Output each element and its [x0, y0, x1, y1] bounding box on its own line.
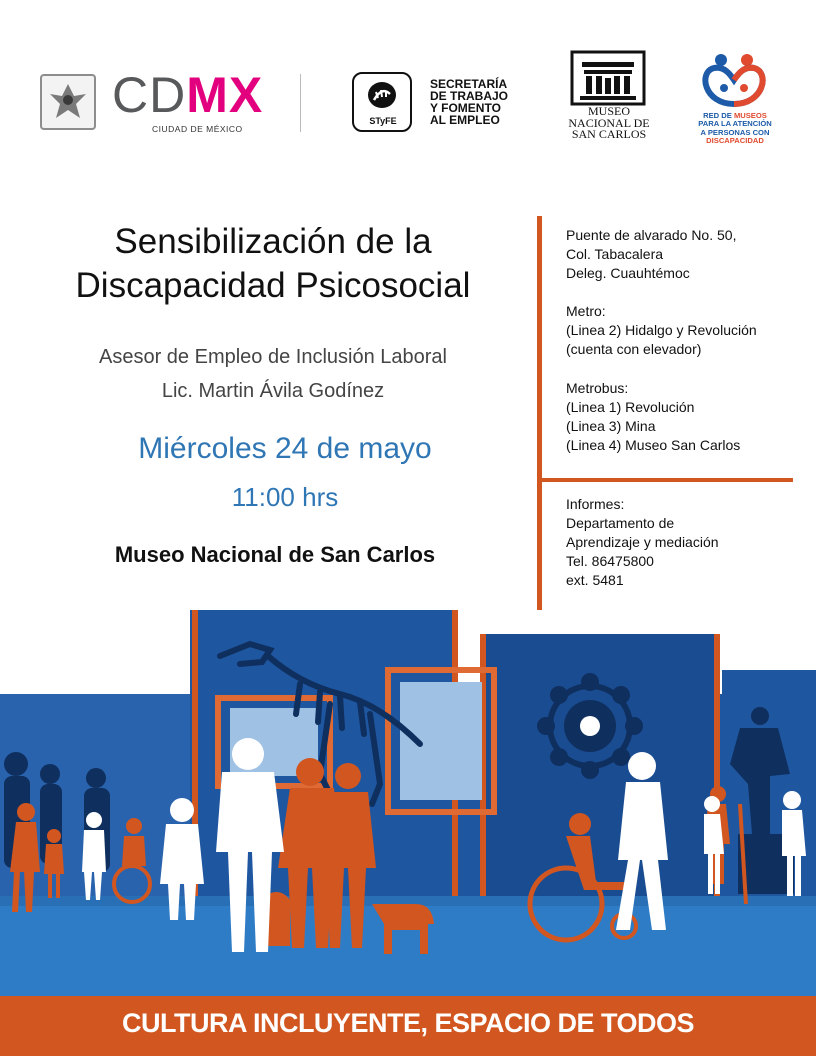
- museo-name: [568, 106, 650, 141]
- event-title-line: Discapacidad Psicosocial: [75, 266, 471, 305]
- red-museos-highlight: MUSEOS: [733, 111, 767, 120]
- cdmx-subtitle: CIUDAD DE MÉXICO: [152, 124, 243, 134]
- red-museos-prefix: RED DE: [703, 111, 734, 120]
- metro-line: (Linea 2) Hidalgo y Revolución: [566, 322, 757, 338]
- cdmx-logo-text: [112, 67, 264, 123]
- metrobus-line: (Linea 4) Museo San Carlos: [566, 437, 741, 453]
- red-museos-text: [690, 112, 780, 146]
- logo-divider: [300, 74, 301, 132]
- informes-heading: Informes:: [566, 496, 625, 512]
- red-museos-line: PARA LA ATENCIÓN: [698, 119, 772, 129]
- informes-block: [566, 495, 796, 590]
- metrobus-heading: Metrobus:: [566, 380, 629, 396]
- address-line: Col. Tabacalera: [566, 246, 664, 262]
- metrobus-block: [566, 379, 806, 455]
- styfe-name-line: AL EMPLEO: [430, 113, 500, 127]
- museo-name-line: SAN CARLOS: [571, 127, 647, 141]
- informes-line: Aprendizaje y mediación: [566, 534, 719, 550]
- red-museos-icon: [694, 52, 774, 110]
- informes-line: Departamento de: [566, 515, 675, 531]
- styfe-name-line: SECRETARÍA: [430, 77, 508, 91]
- address-line: Deleg. Cuauhtémoc: [566, 265, 690, 281]
- red-museos-line: DISCAPACIDAD: [706, 136, 764, 146]
- event-title-line: Sensibilización de la: [114, 222, 432, 261]
- styfe-name: [430, 78, 508, 126]
- event-venue: Museo Nacional de San Carlos: [114, 542, 436, 567]
- museo-name-line: NACIONAL DE: [568, 115, 650, 130]
- cdmx-emblem-icon: [40, 74, 96, 130]
- event-date: Miércoles 24 de mayo: [138, 432, 432, 465]
- info-divider-vertical: [537, 216, 542, 610]
- address-line: Puente de alvarado No. 50,: [566, 227, 737, 243]
- informes-line: ext. 5481: [566, 572, 624, 588]
- cdmx-cd: CD: [112, 67, 187, 123]
- styfe-badge-label: STyFE: [369, 116, 397, 126]
- footer-slogan: CULTURA INCLUYENTE, ESPACIO DE TODOS: [121, 1008, 695, 1038]
- museo-facade-icon: [570, 50, 646, 106]
- styfe-name-line: Y FOMENTO: [430, 101, 501, 115]
- museum-scene-illustration: [0, 604, 816, 996]
- metro-block: [566, 302, 806, 359]
- info-divider-horizontal: [537, 478, 793, 482]
- event-time: 11:00 hrs: [231, 482, 339, 512]
- red-museos-line: A PERSONAS CON: [700, 127, 770, 137]
- metro-heading: Metro:: [566, 303, 606, 319]
- metrobus-line: (Linea 1) Revolución: [566, 399, 695, 415]
- styfe-name-line: DE TRABAJO: [430, 89, 509, 103]
- styfe-emblem: [368, 82, 396, 108]
- museo-name-line: MUSEO: [587, 104, 630, 118]
- metro-line: (cuenta con elevador): [566, 341, 702, 357]
- cdmx-mx: MX: [186, 67, 264, 123]
- speaker-block: [18, 340, 528, 408]
- metrobus-line: (Linea 3) Mina: [566, 418, 656, 434]
- speaker-name: Lic. Martin Ávila Godínez: [161, 380, 385, 402]
- speaker-role: Asesor de Empleo de Inclusión Laboral: [99, 346, 447, 368]
- address-block: [566, 226, 796, 283]
- informes-line: Tel. 86475800: [566, 553, 654, 569]
- event-title: [18, 220, 528, 308]
